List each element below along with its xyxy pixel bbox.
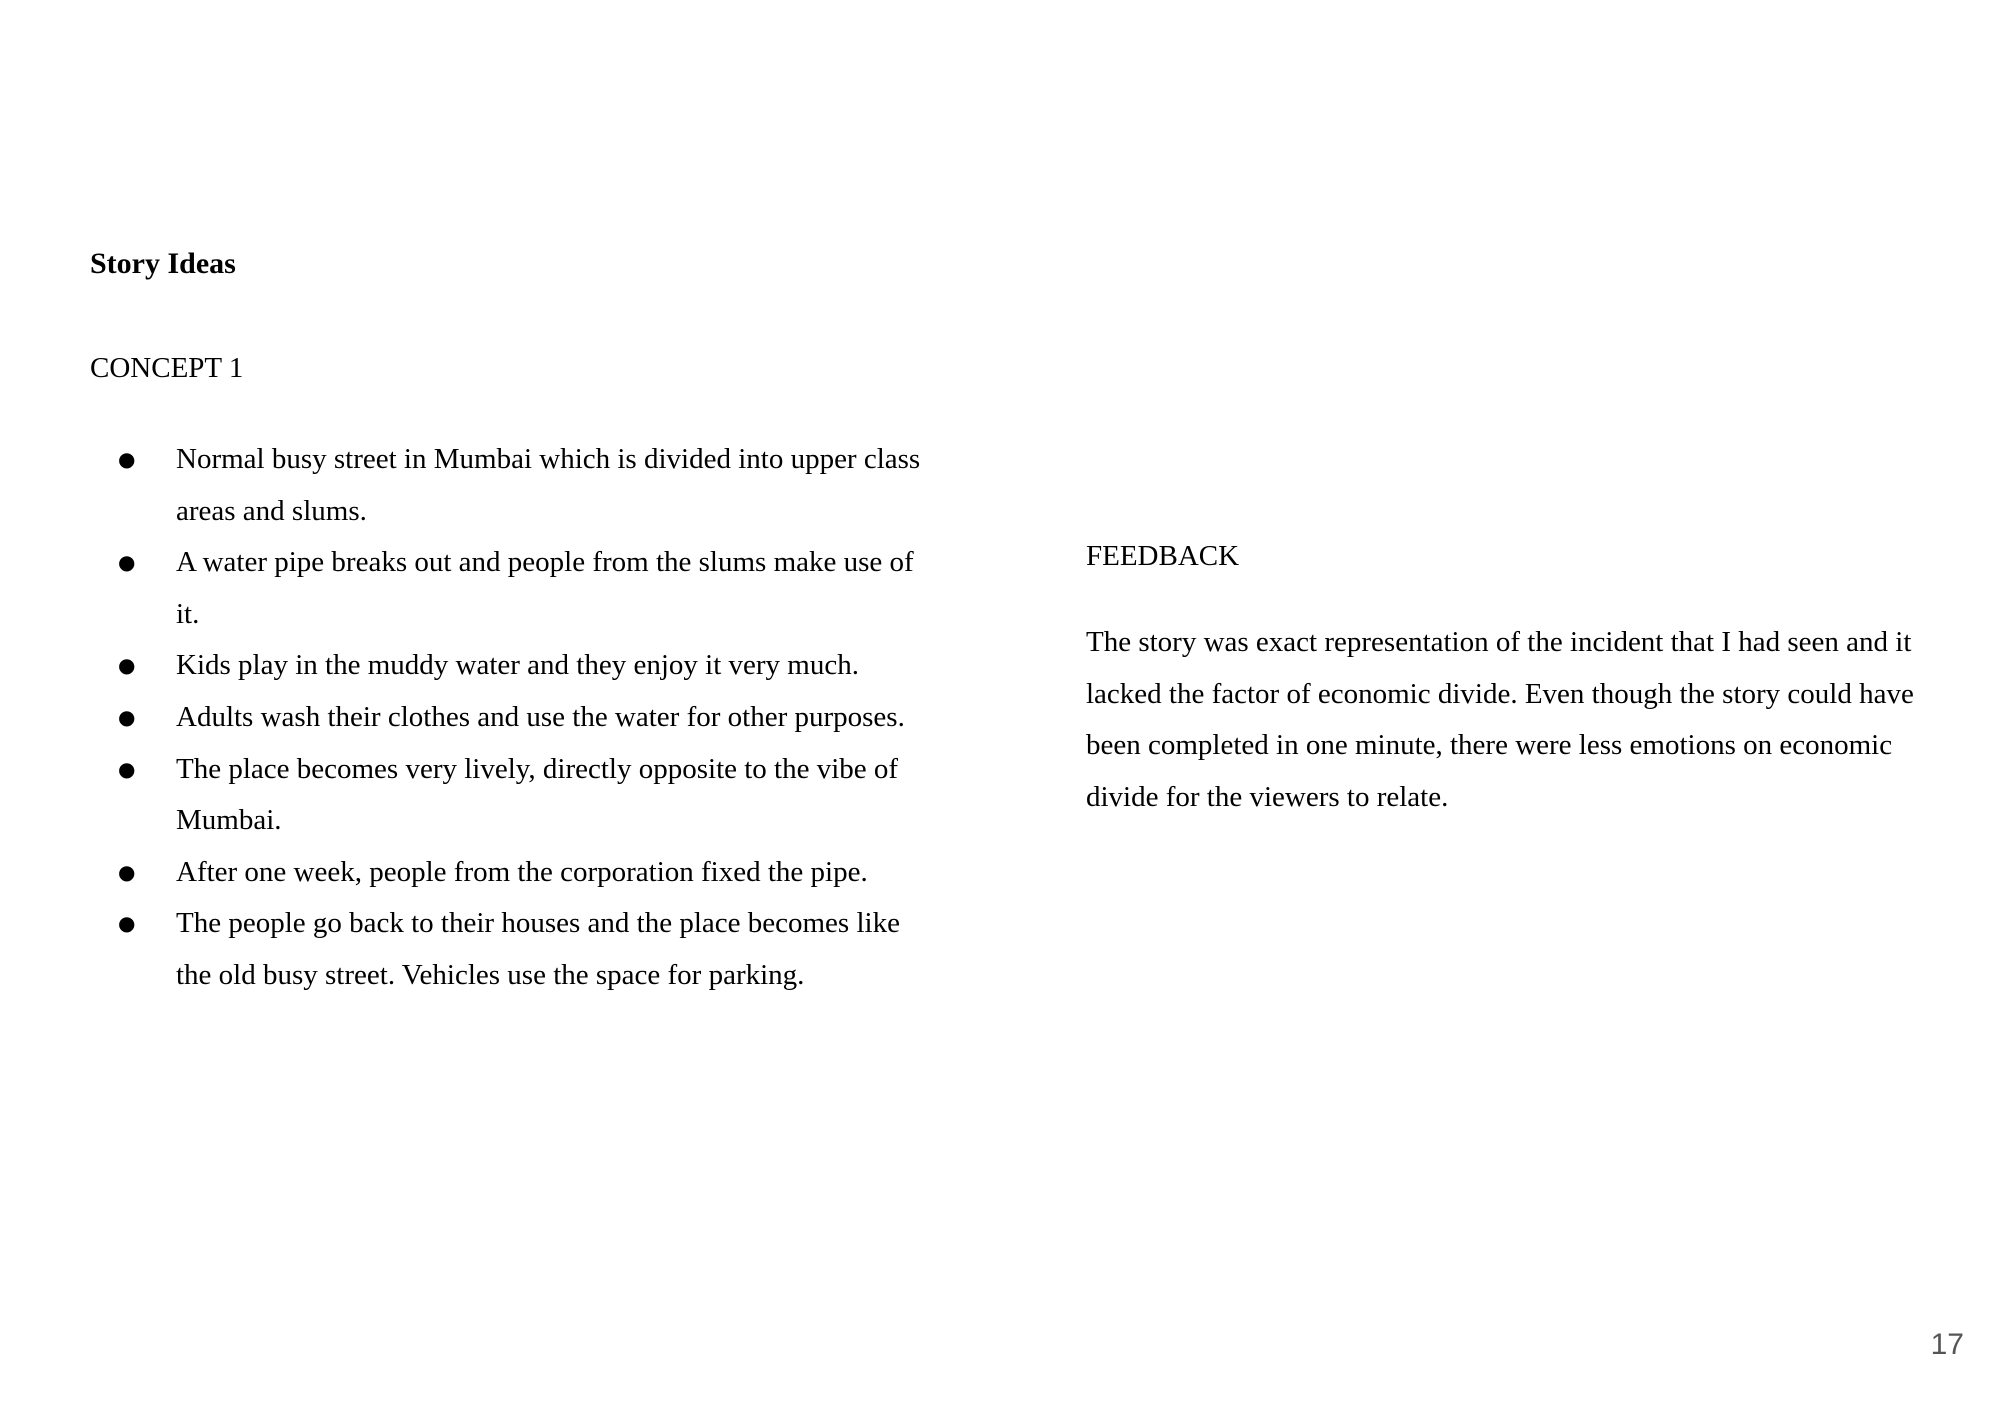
- list-item: [90, 898, 930, 1001]
- list-item-text: Adults wash their clothes and use the water for other purposes.: [176, 700, 905, 733]
- feedback-paragraph: The story was exact representation of the incident that I had seen and it lacked the factor of economic divide. Even though the story could have been completed in one minute, there were less emotions on economic divide for the viewers to relate.: [1086, 626, 1914, 813]
- list-item-text: The place becomes very lively, directly opposite to the vibe of Mumbai.: [176, 752, 899, 837]
- page-number: 17: [1930, 1328, 1964, 1361]
- bullet-icon: ●: [118, 704, 136, 729]
- list-item: [90, 434, 930, 537]
- story-bullet-list: [90, 434, 930, 1002]
- concept-label: CONCEPT 1: [90, 352, 244, 384]
- section-heading: Story Ideas: [90, 247, 236, 280]
- list-item-text: The people go back to their houses and the place becomes like the old busy street. Vehicles use the space for parking.: [176, 907, 900, 991]
- bullet-icon: ●: [118, 550, 136, 575]
- list-item: [90, 537, 930, 640]
- bullet-icon: ●: [118, 447, 136, 471]
- bullet-icon: ●: [118, 653, 136, 678]
- list-item-text: After one week, people from the corporation fixed the pipe.: [176, 855, 868, 888]
- feedback-label: FEEDBACK: [1086, 540, 1240, 572]
- list-item: [90, 744, 930, 847]
- bullet-icon: ●: [118, 756, 136, 781]
- list-item-text: Kids play in the muddy water and they enjoy it very much.: [176, 649, 859, 682]
- list-item: [90, 847, 930, 899]
- list-item-text: Normal busy street in Mumbai which is divided into upper class areas and slums.: [176, 443, 921, 527]
- bullet-icon: ●: [118, 859, 136, 884]
- list-item-text: A water pipe breaks out and people from the slums make use of it.: [176, 546, 914, 630]
- list-item: [90, 640, 930, 692]
- list-item: [90, 692, 930, 744]
- bullet-icon: ●: [118, 911, 136, 936]
